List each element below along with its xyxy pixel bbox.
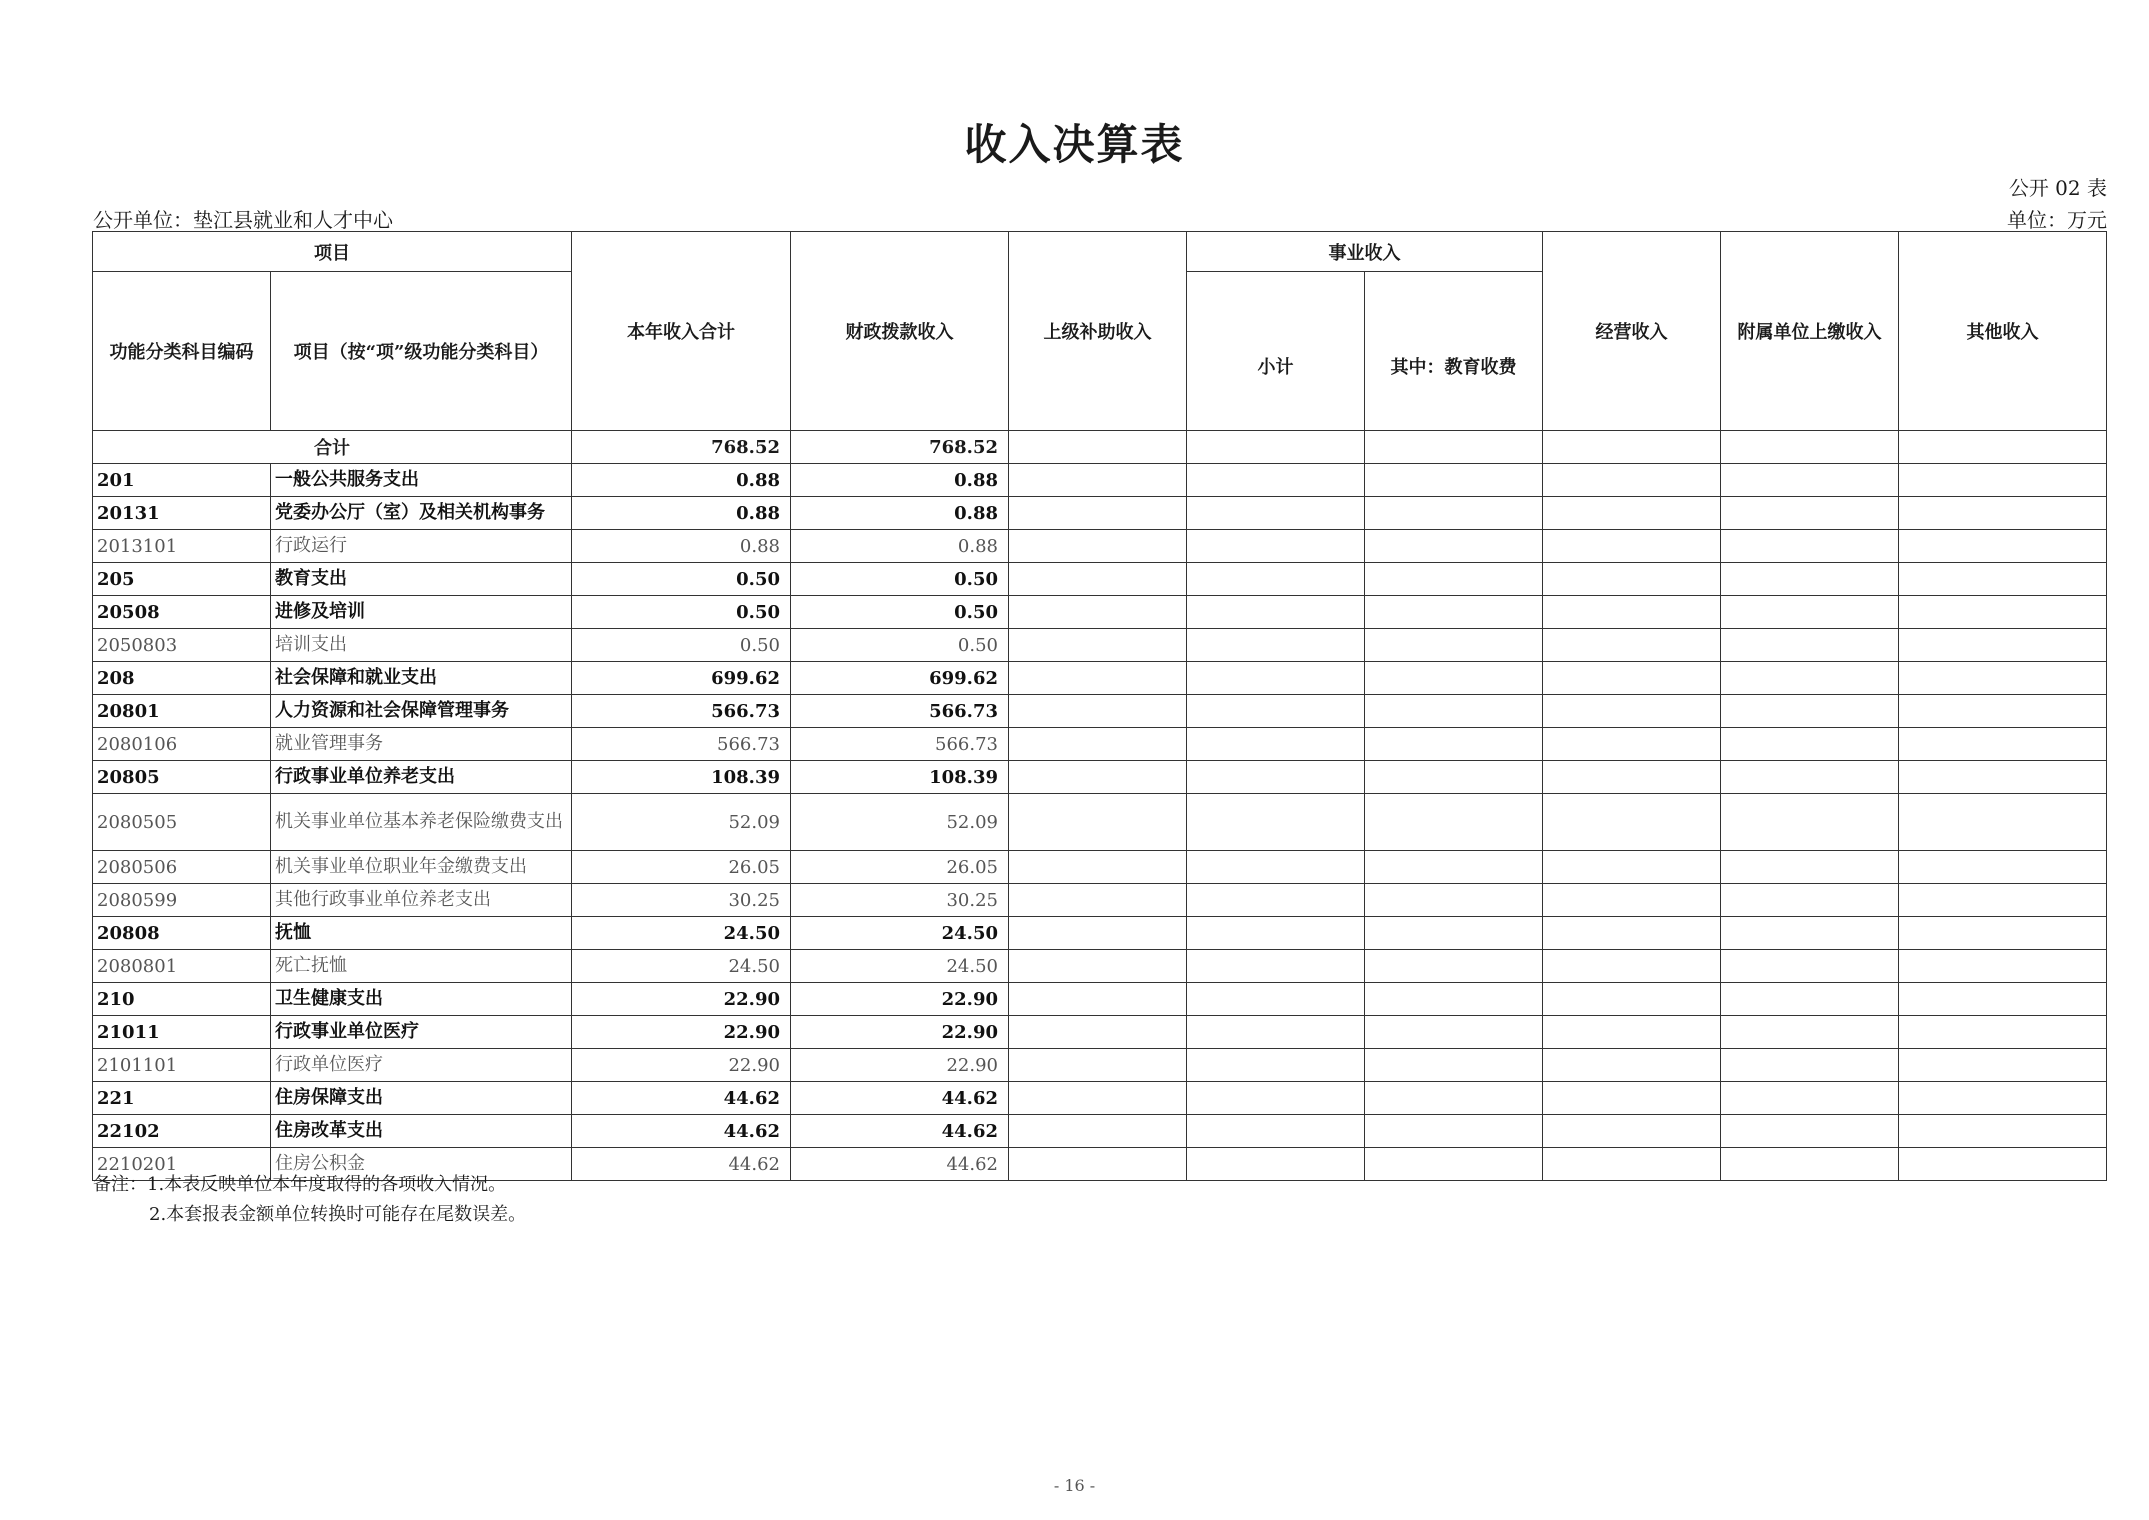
empty-cell [1365, 695, 1543, 728]
table-row [93, 563, 2107, 596]
row-name: 住房保障支出 [271, 1082, 572, 1115]
empty-cell [1009, 983, 1187, 1016]
header-subtotal: 小计 [1187, 272, 1365, 431]
empty-cell [1187, 464, 1365, 497]
empty-cell [1365, 530, 1543, 563]
row-fiscal: 24.50 [791, 950, 1009, 983]
row-total-income: 0.88 [572, 464, 791, 497]
empty-cell [1187, 695, 1365, 728]
row-name: 行政单位医疗 [271, 1049, 572, 1082]
row-name: 行政事业单位养老支出 [271, 761, 572, 794]
row-fiscal: 0.50 [791, 629, 1009, 662]
note-1: 备注：1.本表反映单位本年度取得的各项收入情况。 [93, 1174, 507, 1195]
row-name: 抚恤 [271, 917, 572, 950]
empty-cell [1187, 497, 1365, 530]
row-code: 210 [93, 983, 271, 1016]
row-fiscal: 44.62 [791, 1082, 1009, 1115]
income-table [92, 231, 2107, 1181]
empty-cell [1721, 983, 1899, 1016]
empty-cell [1899, 1115, 2107, 1148]
empty-cell [1009, 1049, 1187, 1082]
empty-cell [1187, 761, 1365, 794]
notes [93, 1170, 526, 1230]
row-total-income: 0.88 [572, 497, 791, 530]
table-row [93, 851, 2107, 884]
header-total-income: 本年收入合计 [572, 232, 791, 431]
empty-cell [1009, 563, 1187, 596]
table-row [93, 662, 2107, 695]
empty-cell [1009, 950, 1187, 983]
empty-cell [1543, 950, 1721, 983]
row-code: 20801 [93, 695, 271, 728]
empty-cell [1899, 464, 2107, 497]
empty-cell [1009, 695, 1187, 728]
empty-cell [1721, 884, 1899, 917]
header-func-code: 功能分类科目编码 [93, 272, 271, 431]
empty-cell [1899, 1049, 2107, 1082]
empty-cell [1721, 1082, 1899, 1115]
empty-cell [1543, 1148, 1721, 1181]
row-code: 221 [93, 1082, 271, 1115]
empty-cell [1543, 1115, 1721, 1148]
empty-cell [1721, 563, 1899, 596]
row-fiscal: 44.62 [791, 1115, 1009, 1148]
empty-cell [1899, 761, 2107, 794]
empty-cell [1187, 950, 1365, 983]
row-code: 20131 [93, 497, 271, 530]
row-total-income: 0.50 [572, 596, 791, 629]
row-fiscal: 22.90 [791, 1049, 1009, 1082]
empty-cell [1899, 950, 2107, 983]
empty-cell [1365, 563, 1543, 596]
empty-cell [1009, 1082, 1187, 1115]
row-name: 一般公共服务支出 [271, 464, 572, 497]
row-fiscal: 0.50 [791, 596, 1009, 629]
empty-cell [1543, 1016, 1721, 1049]
table-row [93, 695, 2107, 728]
header-affiliated: 附属单位上缴收入 [1721, 232, 1899, 431]
row-fiscal: 699.62 [791, 662, 1009, 695]
row-fiscal: 0.88 [791, 464, 1009, 497]
empty-cell [1009, 497, 1187, 530]
row-total-income: 22.90 [572, 1049, 791, 1082]
empty-cell [1899, 596, 2107, 629]
row-total-income: 699.62 [572, 662, 791, 695]
row-name: 机关事业单位基本养老保险缴费支出 [271, 794, 572, 851]
empty-cell [1187, 629, 1365, 662]
empty-cell [1543, 884, 1721, 917]
empty-cell [1899, 629, 2107, 662]
row-code: 2080599 [93, 884, 271, 917]
empty-cell [1009, 464, 1187, 497]
row-fiscal: 22.90 [791, 983, 1009, 1016]
empty-cell [1721, 1049, 1899, 1082]
empty-cell [1365, 1082, 1543, 1115]
empty-cell [1187, 851, 1365, 884]
empty-cell [1543, 728, 1721, 761]
empty-cell [1543, 695, 1721, 728]
empty-cell [1899, 917, 2107, 950]
empty-cell [1009, 794, 1187, 851]
table-row [93, 1115, 2107, 1148]
empty-cell [1187, 1148, 1365, 1181]
table-row [93, 917, 2107, 950]
row-code: 2050803 [93, 629, 271, 662]
row-fiscal: 26.05 [791, 851, 1009, 884]
empty-cell [1009, 1016, 1187, 1049]
row-total-income: 44.62 [572, 1082, 791, 1115]
header-business: 事业收入 [1187, 232, 1543, 272]
row-name: 机关事业单位职业年金缴费支出 [271, 851, 572, 884]
empty-cell [1365, 1049, 1543, 1082]
empty-cell [1009, 761, 1187, 794]
row-code: 205 [93, 563, 271, 596]
row-code: 2080505 [93, 794, 271, 851]
row-name: 其他行政事业单位养老支出 [271, 884, 572, 917]
row-total-income: 44.62 [572, 1148, 791, 1181]
empty-cell [1721, 662, 1899, 695]
row-code: 2013101 [93, 530, 271, 563]
empty-cell [1899, 1082, 2107, 1115]
reporting-unit: 公开单位：垫江县就业和人才中心 [93, 208, 393, 232]
empty-cell [1365, 761, 1543, 794]
row-fiscal: 30.25 [791, 884, 1009, 917]
header-operating: 经营收入 [1543, 232, 1721, 431]
table-id: 公开 02 表 [2008, 176, 2107, 200]
empty-cell [1187, 1082, 1365, 1115]
empty-cell [1721, 1148, 1899, 1181]
row-total-income: 22.90 [572, 983, 791, 1016]
empty-cell [1899, 563, 2107, 596]
empty-cell [1543, 629, 1721, 662]
empty-cell [1899, 1016, 2107, 1049]
empty-cell [1365, 884, 1543, 917]
row-total-income: 0.50 [572, 629, 791, 662]
row-fiscal: 0.88 [791, 530, 1009, 563]
empty-cell [1365, 1115, 1543, 1148]
total-fiscal-value: 768.52 [791, 431, 1009, 464]
empty-cell [1365, 662, 1543, 695]
row-name: 进修及培训 [271, 596, 572, 629]
row-name: 教育支出 [271, 563, 572, 596]
empty-cell [1543, 497, 1721, 530]
row-name: 住房公积金 [271, 1148, 572, 1181]
table-row [93, 794, 2107, 851]
empty-cell [1543, 1049, 1721, 1082]
empty-cell [1721, 596, 1899, 629]
row-name: 就业管理事务 [271, 728, 572, 761]
table-row [93, 1082, 2107, 1115]
empty-cell [1543, 464, 1721, 497]
row-fiscal: 22.90 [791, 1016, 1009, 1049]
empty-cell [1009, 662, 1187, 695]
table-row [93, 950, 2107, 983]
row-total-income: 44.62 [572, 1115, 791, 1148]
page-title: 收入决算表 [964, 120, 1185, 169]
row-total-income: 30.25 [572, 884, 791, 917]
empty-cell [1187, 1049, 1365, 1082]
row-code: 2101101 [93, 1049, 271, 1082]
empty-cell [1721, 1115, 1899, 1148]
row-name: 行政运行 [271, 530, 572, 563]
header-other: 其他收入 [1899, 232, 2107, 431]
empty-cell [1899, 794, 2107, 851]
empty-cell [1365, 794, 1543, 851]
header-education: 其中：教育收费 [1365, 272, 1543, 431]
table-row [93, 464, 2107, 497]
row-code: 2080801 [93, 950, 271, 983]
empty-cell [1187, 983, 1365, 1016]
empty-cell [1721, 761, 1899, 794]
empty-cell [1721, 728, 1899, 761]
row-name: 住房改革支出 [271, 1115, 572, 1148]
empty-cell [1365, 596, 1543, 629]
empty-cell [1543, 563, 1721, 596]
empty-cell [1009, 596, 1187, 629]
header-superior: 上级补助收入 [1009, 232, 1187, 431]
empty-cell [1721, 629, 1899, 662]
row-code: 2210201 [93, 1148, 271, 1181]
empty-cell [1899, 884, 2107, 917]
empty-cell [1187, 884, 1365, 917]
empty-cell [1899, 1148, 2107, 1181]
table-row [93, 983, 2107, 1016]
empty-cell [1721, 497, 1899, 530]
empty-cell [1365, 629, 1543, 662]
empty-cell [1543, 917, 1721, 950]
empty-cell [1187, 563, 1365, 596]
empty-cell [1365, 464, 1543, 497]
table-row [93, 728, 2107, 761]
table-row [93, 1049, 2107, 1082]
row-fiscal: 24.50 [791, 917, 1009, 950]
table-row [93, 497, 2107, 530]
row-fiscal: 0.50 [791, 563, 1009, 596]
empty-cell [1899, 497, 2107, 530]
row-total-income: 52.09 [572, 794, 791, 851]
empty-cell [1009, 1148, 1187, 1181]
row-name: 卫生健康支出 [271, 983, 572, 1016]
empty-cell [1365, 851, 1543, 884]
empty-cell [1543, 530, 1721, 563]
table-row [93, 530, 2107, 563]
empty-cell [1187, 1115, 1365, 1148]
row-fiscal: 108.39 [791, 761, 1009, 794]
empty-cell [1543, 662, 1721, 695]
currency-unit: 单位：万元 [2007, 208, 2107, 232]
empty-cell [1187, 1016, 1365, 1049]
empty-cell [1721, 530, 1899, 563]
row-total-income: 0.50 [572, 563, 791, 596]
empty-cell [1543, 851, 1721, 884]
empty-cell [1543, 794, 1721, 851]
total-income-value: 768.52 [572, 431, 791, 464]
empty-cell [1009, 851, 1187, 884]
row-code: 208 [93, 662, 271, 695]
table-row [93, 761, 2107, 794]
empty-cell [1543, 1082, 1721, 1115]
table-row [93, 596, 2107, 629]
empty-cell [1187, 917, 1365, 950]
row-code: 22102 [93, 1115, 271, 1148]
row-fiscal: 566.73 [791, 728, 1009, 761]
row-total-income: 22.90 [572, 1016, 791, 1049]
table-row [93, 629, 2107, 662]
empty-cell [1009, 530, 1187, 563]
empty-cell [1899, 662, 2107, 695]
header-func-name: 项目（按“项”级功能分类科目） [271, 272, 572, 431]
row-name: 党委办公厅（室）及相关机构事务 [271, 497, 572, 530]
row-total-income: 108.39 [572, 761, 791, 794]
empty-cell [1365, 950, 1543, 983]
empty-cell [1187, 794, 1365, 851]
empty-cell [1543, 761, 1721, 794]
row-code: 20805 [93, 761, 271, 794]
row-code: 20808 [93, 917, 271, 950]
empty-cell [1721, 1016, 1899, 1049]
empty-cell [1187, 530, 1365, 563]
row-fiscal: 44.62 [791, 1148, 1009, 1181]
empty-cell [1899, 530, 2107, 563]
empty-cell [1009, 917, 1187, 950]
empty-cell [1899, 851, 2107, 884]
empty-cell [1187, 728, 1365, 761]
total-label: 合计 [93, 431, 572, 464]
empty-cell [1543, 596, 1721, 629]
empty-cell [1365, 728, 1543, 761]
row-total-income: 24.50 [572, 950, 791, 983]
empty-cell [1187, 662, 1365, 695]
empty-cell [1009, 1115, 1187, 1148]
empty-cell [1899, 983, 2107, 1016]
row-total-income: 24.50 [572, 917, 791, 950]
header-fiscal: 财政拨款收入 [791, 232, 1009, 431]
row-code: 21011 [93, 1016, 271, 1049]
row-name: 社会保障和就业支出 [271, 662, 572, 695]
empty-cell [1365, 1016, 1543, 1049]
empty-cell [1009, 629, 1187, 662]
empty-cell [1365, 983, 1543, 1016]
empty-cell [1365, 497, 1543, 530]
empty-cell [1721, 464, 1899, 497]
row-code: 201 [93, 464, 271, 497]
row-fiscal: 566.73 [791, 695, 1009, 728]
total-row [93, 431, 2107, 464]
table-row [93, 884, 2107, 917]
row-name: 人力资源和社会保障管理事务 [271, 695, 572, 728]
empty-cell [1721, 950, 1899, 983]
empty-cell [1365, 1148, 1543, 1181]
empty-cell [1721, 794, 1899, 851]
row-fiscal: 52.09 [791, 794, 1009, 851]
row-code: 2080506 [93, 851, 271, 884]
empty-cell [1009, 728, 1187, 761]
row-code: 20508 [93, 596, 271, 629]
empty-cell [1365, 917, 1543, 950]
empty-cell [1009, 884, 1187, 917]
empty-cell [1721, 917, 1899, 950]
empty-cell [1899, 728, 2107, 761]
table-row [93, 1016, 2107, 1049]
row-name: 死亡抚恤 [271, 950, 572, 983]
row-total-income: 0.88 [572, 530, 791, 563]
empty-cell [1899, 695, 2107, 728]
row-total-income: 566.73 [572, 728, 791, 761]
empty-cell [1543, 983, 1721, 1016]
row-total-income: 26.05 [572, 851, 791, 884]
note-2: 2.本套报表金额单位转换时可能存在尾数误差。 [149, 1204, 527, 1225]
header-project: 项目 [93, 232, 572, 272]
row-code: 2080106 [93, 728, 271, 761]
empty-cell [1721, 695, 1899, 728]
row-fiscal: 0.88 [791, 497, 1009, 530]
empty-cell [1187, 596, 1365, 629]
page-number: - 16 - [1053, 1476, 1096, 1495]
row-total-income: 566.73 [572, 695, 791, 728]
row-name: 培训支出 [271, 629, 572, 662]
empty-cell [1721, 851, 1899, 884]
row-name: 行政事业单位医疗 [271, 1016, 572, 1049]
